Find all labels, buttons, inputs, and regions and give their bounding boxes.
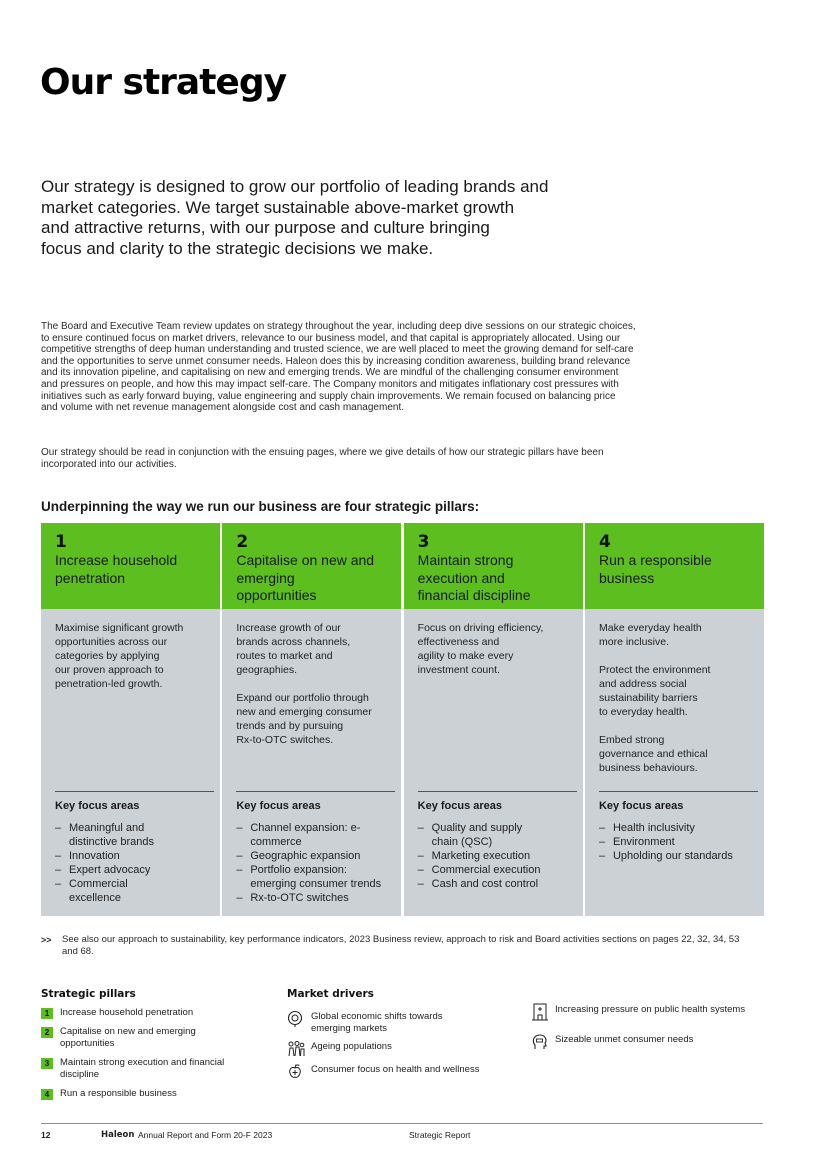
body-line: and its innovation pipeline, and capitalising on new and emerging trends. We are mindful of the challenging consumer environment xyxy=(41,367,619,379)
strategic-pillars-legend xyxy=(41,1007,231,1107)
footer-brand: Haleon xyxy=(101,1130,135,1140)
key-focus-area-item: – Rx-to-OTC switches xyxy=(236,891,386,905)
pillar-description xyxy=(418,621,578,691)
pillar-number: 2 xyxy=(236,532,249,552)
pillar-column-1 xyxy=(41,523,220,916)
pillar-description-line: more inclusive. xyxy=(598,636,670,648)
pillar-description-paragraph xyxy=(236,621,396,677)
key-focus-area-item: – Geographic expansion xyxy=(236,849,386,863)
pillar-description-line: brands across channels, xyxy=(236,636,351,648)
pillar-description-line: new and emerging consumer xyxy=(236,706,372,718)
pillar-description-line: governance and ethical xyxy=(598,748,708,760)
key-focus-areas-title: Key focus areas xyxy=(236,800,321,812)
pillar-description-line: routes to market and xyxy=(236,650,333,662)
pillar-header xyxy=(222,523,401,609)
legend-item xyxy=(41,1007,231,1019)
pillar-description-line: to everyday health. xyxy=(598,706,688,718)
pillar-description-line: business behaviours. xyxy=(598,762,698,774)
pillar-description-line: our proven approach to xyxy=(55,664,164,676)
legend-label: Maintain strong execution and financial discipline xyxy=(60,1057,225,1080)
pillar-description-line: Expand our portfolio through xyxy=(236,692,369,704)
pillar-name: Run a responsible business xyxy=(598,552,712,586)
legend-item xyxy=(41,1057,231,1081)
pillar-description-line: Make everyday health xyxy=(598,622,702,634)
market-drivers-title: Market drivers xyxy=(287,988,374,1000)
strategic-pillars-legend-title: Strategic pillars xyxy=(41,988,136,1000)
pillar-column-4 xyxy=(585,523,764,916)
market-driver-label: Increasing pressure on public health systems xyxy=(555,1004,746,1015)
key-focus-area-item: – Upholding our standards xyxy=(599,849,749,863)
market-driver-label: Global economic shifts towards emerging markets xyxy=(311,1011,443,1034)
pillars-heading: Underpinning the way we run our business are four strategic pillars: xyxy=(41,499,480,514)
see-also-arrows-icon: >> xyxy=(41,935,52,945)
page-title: Our strategy xyxy=(40,62,287,103)
pillar-description-line: Maximise significant growth xyxy=(55,622,184,634)
pillar-column-2 xyxy=(222,523,401,916)
hospital-icon xyxy=(531,1003,549,1021)
legend-label: Capitalise on new and emerging opportunities xyxy=(60,1026,196,1049)
legend-label: Increase household penetration xyxy=(60,1007,194,1018)
pillar-description-paragraph xyxy=(599,733,759,775)
key-focus-area-item: – Commercial execution xyxy=(418,863,548,877)
pillar-number: 1 xyxy=(55,532,67,552)
lead-line: market categories. We target sustainable above-market growth xyxy=(41,197,515,217)
key-focus-areas-title: Key focus areas xyxy=(417,800,503,812)
pillar-description xyxy=(599,621,759,789)
key-focus-areas-list xyxy=(418,821,548,891)
pillar-divider xyxy=(236,791,395,792)
pillar-description-paragraph xyxy=(599,663,759,719)
pillar-name: Maintain strong execution and financial discipline xyxy=(417,552,531,603)
key-focus-area-item: – Quality and supply chain (QSC) xyxy=(418,821,548,849)
pillar-description-line: Increase growth of our xyxy=(236,622,341,634)
body-line: incorporated into our activities. xyxy=(41,458,177,470)
key-focus-area-item: – Portfolio expansion: emerging consumer trends xyxy=(236,863,386,891)
legend-item xyxy=(41,1026,231,1050)
pillar-name: Capitalise on new and emerging opportunities xyxy=(236,552,375,603)
lead-statement xyxy=(41,177,641,259)
key-focus-area-item: – Innovation xyxy=(55,849,180,863)
body-line: to ensure continued focus on market drivers, relevance to our business model, and that capital is appropriately allocated. Using our xyxy=(41,332,621,344)
pillar-number: 4 xyxy=(598,532,611,552)
key-focus-areas-title: Key focus areas xyxy=(55,800,140,812)
key-focus-area-item: – Health inclusivity xyxy=(599,821,749,835)
body-line: The Board and Executive Team review updates on strategy throughout the year, including deep dive sessions on our strategic choices, xyxy=(41,321,636,332)
pillar-description xyxy=(55,621,215,705)
see-also-text: See also our approach to sustainability, key performance indicators, 2023 Business review, approach to risk and Board activities sections on pages 22, 32, 34, 53 and 68. xyxy=(62,934,740,957)
pillar-description-line: categories by applying xyxy=(55,650,160,662)
footer-report-title: Annual Report and Form 20-F 2023 xyxy=(138,1130,273,1140)
pillar-description-line: Embed strong xyxy=(598,734,665,746)
key-focus-areas-list xyxy=(599,821,749,863)
pillar-description-line: Focus on driving efficiency, xyxy=(417,622,544,634)
pillar-description xyxy=(236,621,396,761)
body-line: Our strategy should be read in conjunction with the ensuing pages, where we give details of how our strategic pillars have been xyxy=(41,447,604,458)
pillar-number-badge: 3 xyxy=(41,1058,53,1069)
key-focus-area-item: – Marketing execution xyxy=(418,849,548,863)
pillar-number-badge: 4 xyxy=(41,1089,53,1100)
key-focus-area-item: – Cash and cost control xyxy=(418,877,548,891)
legend-label: Run a responsible business xyxy=(60,1088,177,1099)
footer-section: Strategic Report xyxy=(409,1130,471,1140)
market-driver-label: Sizeable unmet consumer needs xyxy=(555,1034,694,1045)
key-focus-areas-list xyxy=(55,821,180,905)
pillar-number-badge: 2 xyxy=(41,1027,53,1038)
body-line: and the opportunities to serve unmet consumer needs. Haleon does this by increasing condition awareness, building brand relevance xyxy=(41,355,631,367)
pillar-header xyxy=(41,523,220,609)
key-focus-area-item: – Expert advocacy xyxy=(55,863,180,877)
pillar-number-badge: 1 xyxy=(41,1008,53,1019)
body-paragraph-board-review xyxy=(41,321,763,414)
pillar-divider xyxy=(55,791,214,792)
pillar-divider xyxy=(599,791,758,792)
globe-icon xyxy=(287,1010,305,1028)
pillar-description-paragraph xyxy=(236,691,396,747)
body-line: and volume with net revenue management alongside cost and cash management. xyxy=(41,402,405,414)
lead-line: Our strategy is designed to grow our portfolio of leading brands and xyxy=(41,177,549,196)
body-line: competitive strengths of deep human understanding and trusted science, we are well placed to meet the growing demand for self-care xyxy=(41,344,634,356)
body-paragraph-read-with xyxy=(41,447,763,470)
pillar-column-3 xyxy=(404,523,583,916)
strategic-pillars-grid xyxy=(41,523,763,916)
pillar-description-line: penetration-led growth. xyxy=(55,678,163,690)
pillar-description-line: sustainability barriers xyxy=(598,692,698,704)
pillar-description-paragraph xyxy=(418,621,578,677)
key-focus-areas-title: Key focus areas xyxy=(598,800,684,812)
ageing-people-icon xyxy=(287,1040,305,1058)
pillar-description-paragraph xyxy=(599,621,759,649)
see-also-note xyxy=(41,934,741,958)
footer-divider xyxy=(41,1123,763,1124)
key-focus-area-item: – Commercial excellence xyxy=(55,877,180,905)
key-focus-area-item: – Environment xyxy=(599,835,749,849)
pillar-description-line: Rx-to-OTC switches. xyxy=(236,734,334,746)
pillar-description-line: effectiveness and xyxy=(417,636,500,648)
key-focus-area-item: – Channel expansion: e-commerce xyxy=(236,821,386,849)
pillar-description-line: and address social xyxy=(598,678,687,690)
pillar-description-line: investment count. xyxy=(417,664,500,676)
market-driver-label: Ageing populations xyxy=(311,1041,392,1052)
pillar-number: 3 xyxy=(417,532,430,552)
pillar-description-line: opportunities across our xyxy=(55,636,168,648)
lead-line: focus and clarity to the strategic decisions we make. xyxy=(41,238,434,258)
pillar-header xyxy=(585,523,764,609)
pillar-header xyxy=(404,523,583,609)
legend-item xyxy=(41,1088,231,1100)
lead-line: and attractive returns, with our purpose and culture bringing xyxy=(41,218,490,237)
pillar-description-line: geographies. xyxy=(236,664,298,676)
head-needs-icon xyxy=(531,1033,549,1051)
market-driver-label: Consumer focus on health and wellness xyxy=(311,1064,480,1075)
key-focus-area-item: – Meaningful and distinctive brands xyxy=(55,821,180,849)
body-line: and pressures on people, and how this may impact self-care. The Company monitors and mitigates inflationary cost pressures with xyxy=(41,378,619,390)
pillar-description-line: trends and by pursuing xyxy=(236,720,344,732)
pillar-name: Increase household penetration xyxy=(55,552,178,586)
pillar-description-paragraph xyxy=(55,621,215,691)
pillar-description-line: Protect the environment xyxy=(598,664,711,676)
key-focus-areas-list xyxy=(236,821,386,905)
page-number: 12 xyxy=(41,1130,51,1140)
pillar-description-line: agility to make every xyxy=(417,650,514,662)
apple-health-icon xyxy=(287,1063,305,1081)
body-line: initiatives such as early forward buying, value engineering and supply chain improvements. We remain focused on balancing price xyxy=(41,390,616,402)
pillar-divider xyxy=(418,791,577,792)
